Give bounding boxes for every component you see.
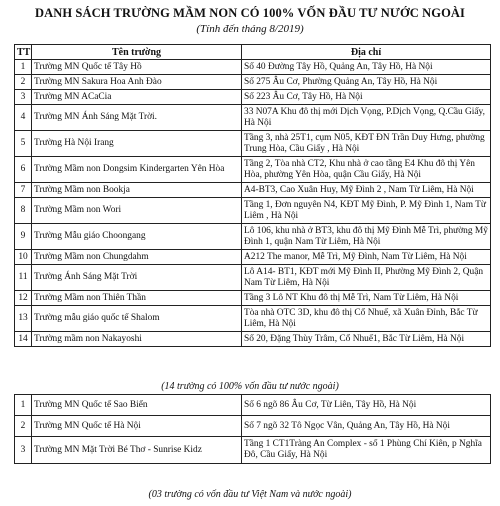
school-address: A4-BT3, Cao Xuân Huy, Mỹ Đình 2 , Nam Từ Liêm, Hà Nội <box>242 183 491 198</box>
school-name: Trường MN Quốc tế Tây Hồ <box>32 60 242 75</box>
row-number: 1 <box>15 60 32 75</box>
note-foreign-schools: (14 trường có 100% vốn đầu tư nước ngoài) <box>161 381 339 392</box>
document-title: DANH SÁCH TRƯỜNG MẦM NON CÓ 100% VỐN ĐẦU TƯ NƯỚC NGOÀI <box>34 6 466 20</box>
school-address: Tòa nhà OTC 3D, khu đô thị Cổ Nhuế, xã Xuân Đỉnh, Bắc Từ Liêm, Hà Nội <box>242 306 491 332</box>
table-row <box>15 437 491 464</box>
table-row <box>15 250 491 265</box>
table-row <box>15 75 491 90</box>
table-row <box>15 306 491 332</box>
table-row <box>15 291 491 306</box>
schools-table-foreign <box>14 44 491 347</box>
school-name: Trường Mầm non Thiên Thần <box>32 291 242 306</box>
school-name: Trường mầm non Nakayoshi <box>32 332 242 347</box>
table-row <box>15 131 491 157</box>
school-address: Số 20, Đặng Thùy Trâm, Cổ Nhuế1, Bắc Từ Liêm, Hà Nội <box>242 332 491 347</box>
row-number: 4 <box>15 105 32 131</box>
row-number: 2 <box>15 75 32 90</box>
school-address: Lô 106, khu nhà ở BT3, khu đô thị Mỹ Đình Mễ Trì, phường Mỹ Đình 1, quận Nam Từ Liêm, Hà Nội <box>242 224 491 250</box>
school-address: Số 6 ngõ 86 Âu Cơ, Từ Liên, Tây Hồ, Hà Nội <box>242 395 491 416</box>
row-number: 5 <box>15 131 32 157</box>
school-address: Số 40 Đường Tây Hồ, Quảng An, Tây Hồ, Hà Nội <box>242 60 491 75</box>
school-address: Tầng 1, Đơn nguyên N4, KĐT Mỹ Đình, P. Mỹ Đình 1, Nam Từ Liêm , Hà Nội <box>242 198 491 224</box>
table-row <box>15 60 491 75</box>
school-name: Trường MN Quốc tế Hà Nội <box>32 416 242 437</box>
row-number: 1 <box>15 395 32 416</box>
table-row <box>15 395 491 416</box>
note-joint-schools: (03 trường có vốn đầu tư Việt Nam và nước ngoài) <box>148 489 352 500</box>
school-address: A212 The manor, Mễ Trì, Mỹ Đình, Nam Từ Liêm, Hà Nội <box>242 250 491 265</box>
table-row <box>15 265 491 291</box>
school-name: Trường Mầm non Bookja <box>32 183 242 198</box>
school-name: Trường MN ACaCia <box>32 90 242 105</box>
table-row <box>15 416 491 437</box>
row-number: 8 <box>15 198 32 224</box>
table-row <box>15 105 491 131</box>
school-name: Trường MN Quốc tế Sao Biển <box>32 395 242 416</box>
row-number: 3 <box>15 90 32 105</box>
school-address: Tầng 1 CT1Tràng An Complex - số 1 Phùng Chí Kiên, p Nghĩa Đô, Cầu Giấy, Hà Nội <box>242 437 491 464</box>
row-number: 7 <box>15 183 32 198</box>
document-subtitle: (Tính đến tháng 8/2019) <box>196 23 304 35</box>
header-address: Địa chỉ <box>242 45 491 60</box>
school-name: Trường mẫu giáo quốc tế Shalom <box>32 306 242 332</box>
row-number: 6 <box>15 157 32 183</box>
table-row <box>15 183 491 198</box>
school-address: Số 7 ngõ 32 Tô Ngọc Vân, Quảng An, Tây Hồ, Hà Nội <box>242 416 491 437</box>
table-header-row <box>15 45 491 60</box>
school-name: Trường MN Ánh Sáng Mặt Trời. <box>32 105 242 131</box>
school-address: 33 N07A Khu đô thị mới Dịch Vọng, P.Dịch Vọng, Q.Cầu Giấy, Hà Nội <box>242 105 491 131</box>
school-address: Tầng 3 Lô NT Khu đô thị Mễ Trì, Nam Từ Liêm, Hà Nội <box>242 291 491 306</box>
school-name: Trường Mầm non Dongsim Kindergarten Yên Hòa <box>32 157 242 183</box>
header-school-name: Tên trường <box>32 45 242 60</box>
row-number: 9 <box>15 224 32 250</box>
table-row <box>15 157 491 183</box>
school-name: Trường MN Mặt Trời Bé Thơ - Sunrise Kidz <box>32 437 242 464</box>
row-number: 11 <box>15 265 32 291</box>
table-row <box>15 90 491 105</box>
school-name: Trường Mầm non Wori <box>32 198 242 224</box>
row-number: 14 <box>15 332 32 347</box>
table-row <box>15 332 491 347</box>
row-number: 13 <box>15 306 32 332</box>
table-row <box>15 198 491 224</box>
school-address: Tầng 2, Tòa nhà CT2, Khu nhà ở cao tầng E4 Khu đô thị Yên Hòa, phường Yên Hòa, quận Cầu Giấy, Hà Nội <box>242 157 491 183</box>
schools-table-joint <box>14 394 491 464</box>
row-number: 2 <box>15 416 32 437</box>
school-address: Số 275 Âu Cơ, Phường Quảng An, Tây Hồ, Hà Nội <box>242 75 491 90</box>
header-tt: TT <box>15 45 32 60</box>
table-row <box>15 224 491 250</box>
row-number: 3 <box>15 437 32 464</box>
school-address: Tầng 3, nhà 25T1, cụm N05, KĐT ĐN Trần Duy Hưng, phường Trung Hòa, Cầu Giấy , Hà Nội <box>242 131 491 157</box>
row-number: 10 <box>15 250 32 265</box>
school-name: Trường Mầm non Chungdahm <box>32 250 242 265</box>
school-address: Lô A14- BT1, KĐT mới Mỹ Đình II, Phường Mỹ Đình 2, Quận Nam Từ Liêm, Hà Nội <box>242 265 491 291</box>
school-name: Trường Mẫu giáo Choongang <box>32 224 242 250</box>
school-name: Trường Ánh Sáng Mặt Trời <box>32 265 242 291</box>
school-address: Số 223 Âu Cơ, Tây Hồ, Hà Nội <box>242 90 491 105</box>
school-name: Trường Hà Nội Irang <box>32 131 242 157</box>
school-name: Trường MN Sakura Hoa Anh Đào <box>32 75 242 90</box>
row-number: 12 <box>15 291 32 306</box>
